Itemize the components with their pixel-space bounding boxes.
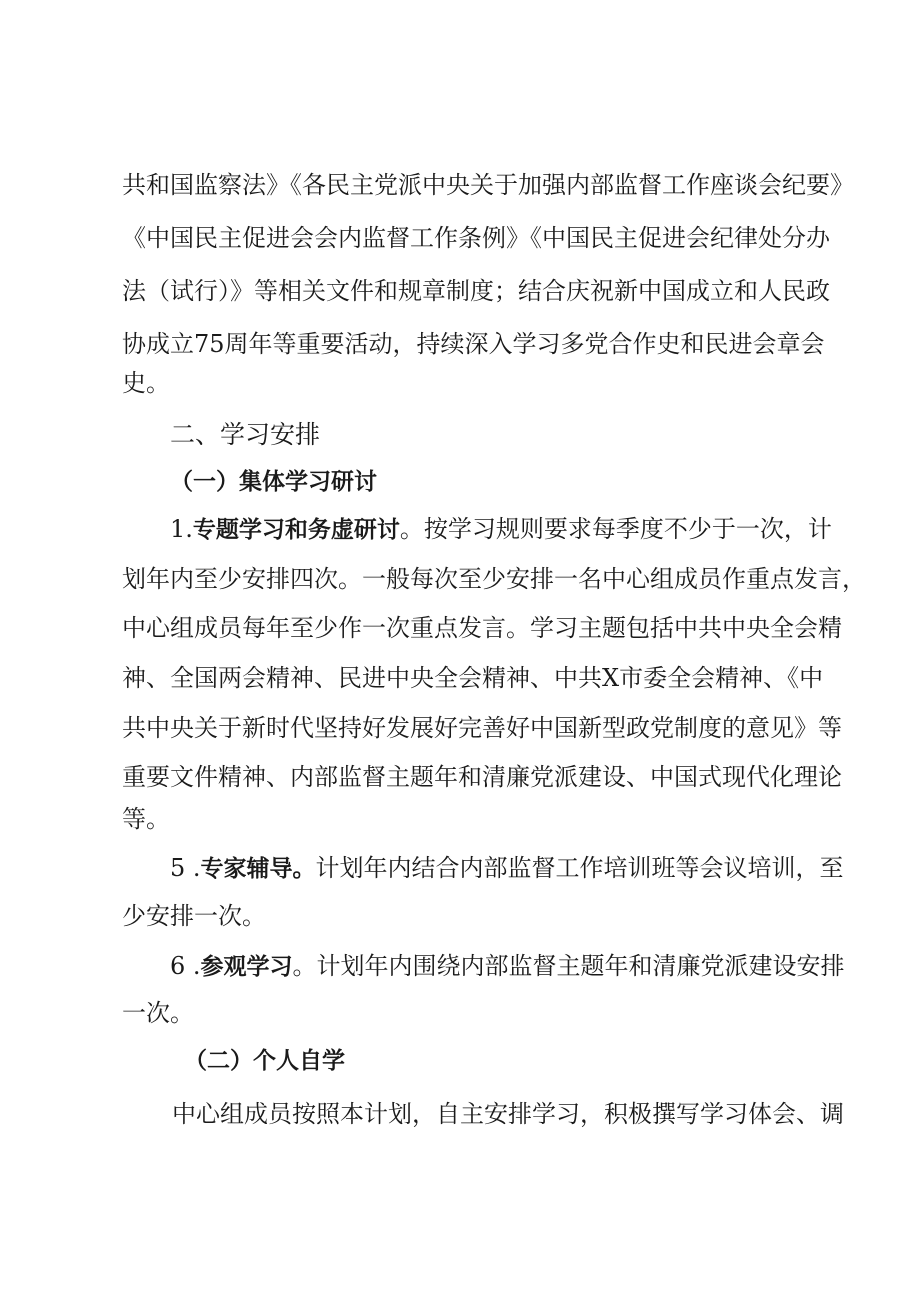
item1-line-1	[170, 512, 832, 546]
item1-number: 1.	[170, 515, 193, 543]
intro-line-5: 史。	[122, 369, 170, 397]
item1-line-4: 神、全国两会精神、民进中央全会精神、中共X市委全会精神、《中	[122, 664, 824, 692]
item6-line-2: 一次。	[122, 999, 194, 1027]
item1-line-2: 划年内至少安排四次。一般每次至少安排一名中心组成员作重点发言，	[122, 565, 866, 593]
item1-text-1: 。按学习规则要求每季度不少于一次，计	[399, 515, 832, 543]
item1-line-7: 等。	[122, 805, 170, 833]
section-two-title: 二、学习安排	[170, 420, 321, 449]
intro-line-3: 法（试行）》等相关文件和规章制度；结合庆祝新中国成立和人民政	[122, 277, 830, 305]
item1-line-3: 中心组成员每年至少作一次重点发言。学习主题包括中共中央全会精	[122, 614, 842, 642]
item1-line-5: 共中央关于新时代坚持好发展好完善好中国新型政党制度的意见》等	[122, 714, 842, 742]
item5-number: 5 .	[170, 854, 201, 882]
sub-two-title: （二）个人自学	[184, 1048, 345, 1074]
intro-line-4: 协成立75周年等重要活动，持续深入学习多党合作史和民进会章会	[122, 330, 825, 358]
item5-line-2: 少安排一次。	[122, 902, 266, 930]
item5-text-1: 计划年内结合内部监督工作培训班等会议培训，至	[315, 854, 844, 882]
sub-two-line-1: 中心组成员按照本计划，自主安排学习，积极撰写学习体会、调	[172, 1100, 844, 1128]
sub-one-title: （一）集体学习研讨	[170, 469, 377, 495]
item5-line-1	[170, 851, 844, 885]
intro-line-1: 共和国监察法》《各民主党派中央关于加强内部监督工作座谈会纪要》	[122, 171, 854, 199]
item6-number: 6 .	[170, 952, 201, 980]
item1-bold-title: 专题学习和务虚研讨	[192, 517, 400, 543]
item6-line-1	[170, 949, 845, 983]
item1-line-6: 重要文件精神、内部监督主题年和清廉党派建设、中国式现代化理论	[122, 763, 842, 791]
item6-bold-title: 参观学习	[200, 954, 293, 980]
item6-text-1: 。计划年内围绕内部监督主题年和清廉党派建设安排	[292, 952, 845, 980]
intro-line-2: 《中国民主促进会会内监督工作条例》《中国民主促进会纪律处分办	[122, 224, 830, 252]
item5-bold-title: 专家辅导。	[200, 856, 316, 882]
